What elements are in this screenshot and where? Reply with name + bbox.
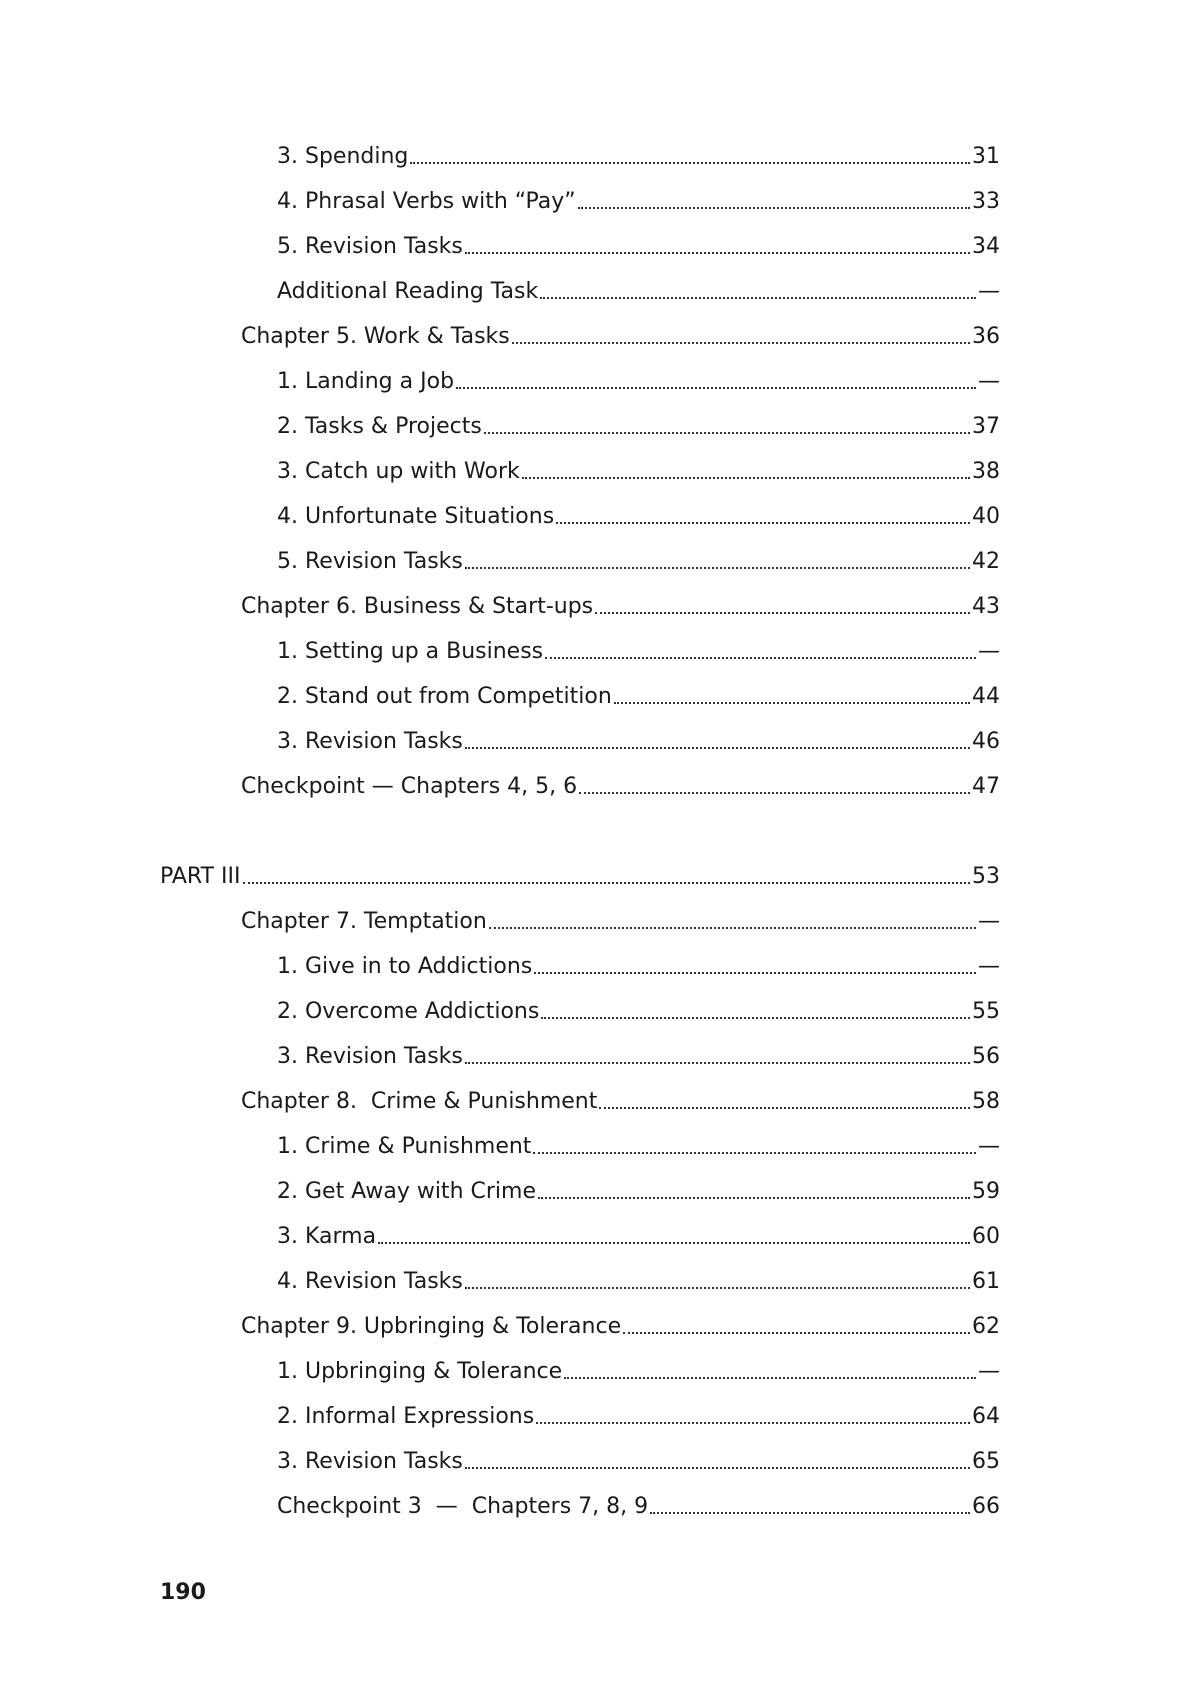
toc-entry [277, 411, 1000, 443]
toc-entry-title: 4. Unfortunate Situations [277, 504, 555, 529]
toc-entry [277, 951, 1000, 983]
toc-entry-page: 59 [972, 1179, 1000, 1204]
toc-entry [277, 276, 1000, 308]
toc-entry-page: 37 [972, 414, 1000, 439]
toc-entry-title: Chapter 5. Work & Tasks [241, 324, 510, 349]
toc-dot-leader [465, 1062, 970, 1064]
toc-entry-page: — [978, 639, 1000, 664]
toc-entry-title: 1. Crime & Punishment [277, 1134, 532, 1159]
toc-entry [277, 501, 1000, 533]
toc-dot-leader [538, 1197, 970, 1199]
toc-entry-page: 44 [972, 684, 1000, 709]
toc-entry-page: 31 [972, 144, 1000, 169]
toc-entry-page: 65 [972, 1449, 1000, 1474]
toc-entry-page: 46 [972, 729, 1000, 754]
toc-entry-page: 55 [972, 999, 1000, 1024]
toc-dot-leader [545, 657, 976, 659]
toc-checkpoint-entry [277, 1491, 1000, 1523]
toc-dot-leader [465, 747, 970, 749]
toc-entry-page: 42 [972, 549, 1000, 574]
toc-entry [277, 726, 1000, 758]
toc-entry-title: 5. Revision Tasks [277, 234, 463, 259]
toc-entry-page: — [978, 1359, 1000, 1384]
toc-entry [277, 186, 1000, 218]
toc-entry-page: 43 [972, 594, 1000, 619]
toc-entry-title: 3. Catch up with Work [277, 459, 520, 484]
toc-entry-page: — [978, 369, 1000, 394]
toc-entry-page: 34 [972, 234, 1000, 259]
toc-entry-page: 61 [972, 1269, 1000, 1294]
toc-entry [277, 1401, 1000, 1433]
toc-entry-page: 64 [972, 1404, 1000, 1429]
toc-dot-leader [564, 1377, 976, 1379]
toc-entry [277, 1041, 1000, 1073]
toc-checkpoint-entry [241, 771, 1000, 803]
toc-entry-title: PART III [160, 864, 241, 889]
toc-dot-leader [243, 882, 971, 884]
toc-chapter-entry [241, 906, 1000, 938]
toc-entry-title: 1. Upbringing & Tolerance [277, 1359, 563, 1384]
toc-dot-leader [541, 1017, 970, 1019]
toc-dot-leader [465, 252, 970, 254]
toc-dot-leader [540, 297, 976, 299]
toc-entry-title: 1. Give in to Addictions [277, 954, 533, 979]
toc-entry-title: 3. Revision Tasks [277, 1449, 463, 1474]
toc-entry-title: 1. Setting up a Business [277, 639, 544, 664]
toc-entry-page: — [978, 954, 1000, 979]
toc-dot-leader [595, 612, 970, 614]
toc-entry [277, 546, 1000, 578]
toc-entry-page: — [978, 909, 1000, 934]
toc-entry [277, 1356, 1000, 1388]
toc-entry-title: 5. Revision Tasks [277, 549, 463, 574]
toc-dot-leader [522, 477, 970, 479]
toc-entry-title: 4. Revision Tasks [277, 1269, 463, 1294]
toc-entry [277, 996, 1000, 1028]
toc-dot-leader [512, 342, 970, 344]
toc-entry-title: 2. Overcome Addictions [277, 999, 540, 1024]
toc-entry [277, 231, 1000, 263]
toc-entry-title: 3. Karma [277, 1224, 377, 1249]
toc-entry-page: 33 [972, 189, 1000, 214]
toc-dot-leader [378, 1242, 970, 1244]
toc-entry [277, 1221, 1000, 1253]
toc-dot-leader [614, 702, 970, 704]
toc-entry-page: 53 [972, 864, 1000, 889]
toc-entry-page: 66 [972, 1494, 1000, 1519]
toc-entry-page: 62 [972, 1314, 1000, 1339]
toc-entry-title: Chapter 6. Business & Start-ups [241, 594, 594, 619]
toc-part-entry [160, 861, 1000, 893]
toc-dot-leader [533, 1152, 976, 1154]
toc-entry-title: Chapter 7. Temptation [241, 909, 487, 934]
toc-entry-title: 1. Landing a Job [277, 369, 455, 394]
toc-dot-leader [556, 522, 970, 524]
toc-entry [277, 1266, 1000, 1298]
toc-entry-title: Chapter 8. Crime & Punishment [241, 1089, 598, 1114]
toc-entry [277, 1131, 1000, 1163]
toc-dot-leader [465, 1467, 970, 1469]
toc-entry-page: 58 [972, 1089, 1000, 1114]
toc-dot-leader [489, 927, 976, 929]
toc-entry-title: Checkpoint — Chapters 4, 5, 6 [241, 774, 578, 799]
toc-dot-leader [579, 792, 970, 794]
toc-dot-leader [599, 1107, 970, 1109]
toc-entry-page: — [978, 1134, 1000, 1159]
toc-dot-leader [410, 162, 970, 164]
toc-chapter-entry [241, 1086, 1000, 1118]
toc-entry [277, 1446, 1000, 1478]
toc-entry-page: 47 [972, 774, 1000, 799]
toc-entry-title: Chapter 9. Upbringing & Tolerance [241, 1314, 622, 1339]
toc-entry-title: 2. Tasks & Projects [277, 414, 482, 439]
toc-entry [277, 681, 1000, 713]
toc-dot-leader [536, 1422, 970, 1424]
toc-entry-title: 3. Spending [277, 144, 409, 169]
toc-entry-page: 36 [972, 324, 1000, 349]
toc-entry [277, 1176, 1000, 1208]
toc-dot-leader [465, 1287, 970, 1289]
toc-entry-page: 38 [972, 459, 1000, 484]
toc-dot-leader [465, 567, 970, 569]
toc-dot-leader [456, 387, 976, 389]
toc-dot-leader [578, 207, 970, 209]
toc-chapter-entry [241, 1311, 1000, 1343]
toc-entry-page: 60 [972, 1224, 1000, 1249]
toc-entry-page: 40 [972, 504, 1000, 529]
toc-entry-title: Additional Reading Task [277, 279, 539, 304]
toc-chapter-entry [241, 591, 1000, 623]
toc-dot-leader [484, 432, 970, 434]
toc-entry-title: Checkpoint 3 — Chapters 7, 8, 9 [277, 1494, 649, 1519]
toc-entry-title: 2. Stand out from Competition [277, 684, 612, 709]
toc-entry-page: 56 [972, 1044, 1000, 1069]
toc-entry-title: 2. Get Away with Crime [277, 1179, 536, 1204]
toc-entry [277, 141, 1000, 173]
toc-dot-leader [534, 972, 976, 974]
toc-entry-title: 3. Revision Tasks [277, 1044, 463, 1069]
toc-entry [277, 636, 1000, 668]
toc-dot-leader [623, 1332, 970, 1334]
toc-entry-page: — [978, 279, 1000, 304]
toc-entry [277, 366, 1000, 398]
toc-entry-title: 4. Phrasal Verbs with “Pay” [277, 189, 576, 214]
toc-entry-title: 3. Revision Tasks [277, 729, 463, 754]
toc-entry-title: 2. Informal Expressions [277, 1404, 535, 1429]
toc-chapter-entry [241, 321, 1000, 353]
toc-dot-leader [650, 1512, 970, 1514]
page-number: 190 [160, 1580, 206, 1605]
toc-entry [277, 456, 1000, 488]
